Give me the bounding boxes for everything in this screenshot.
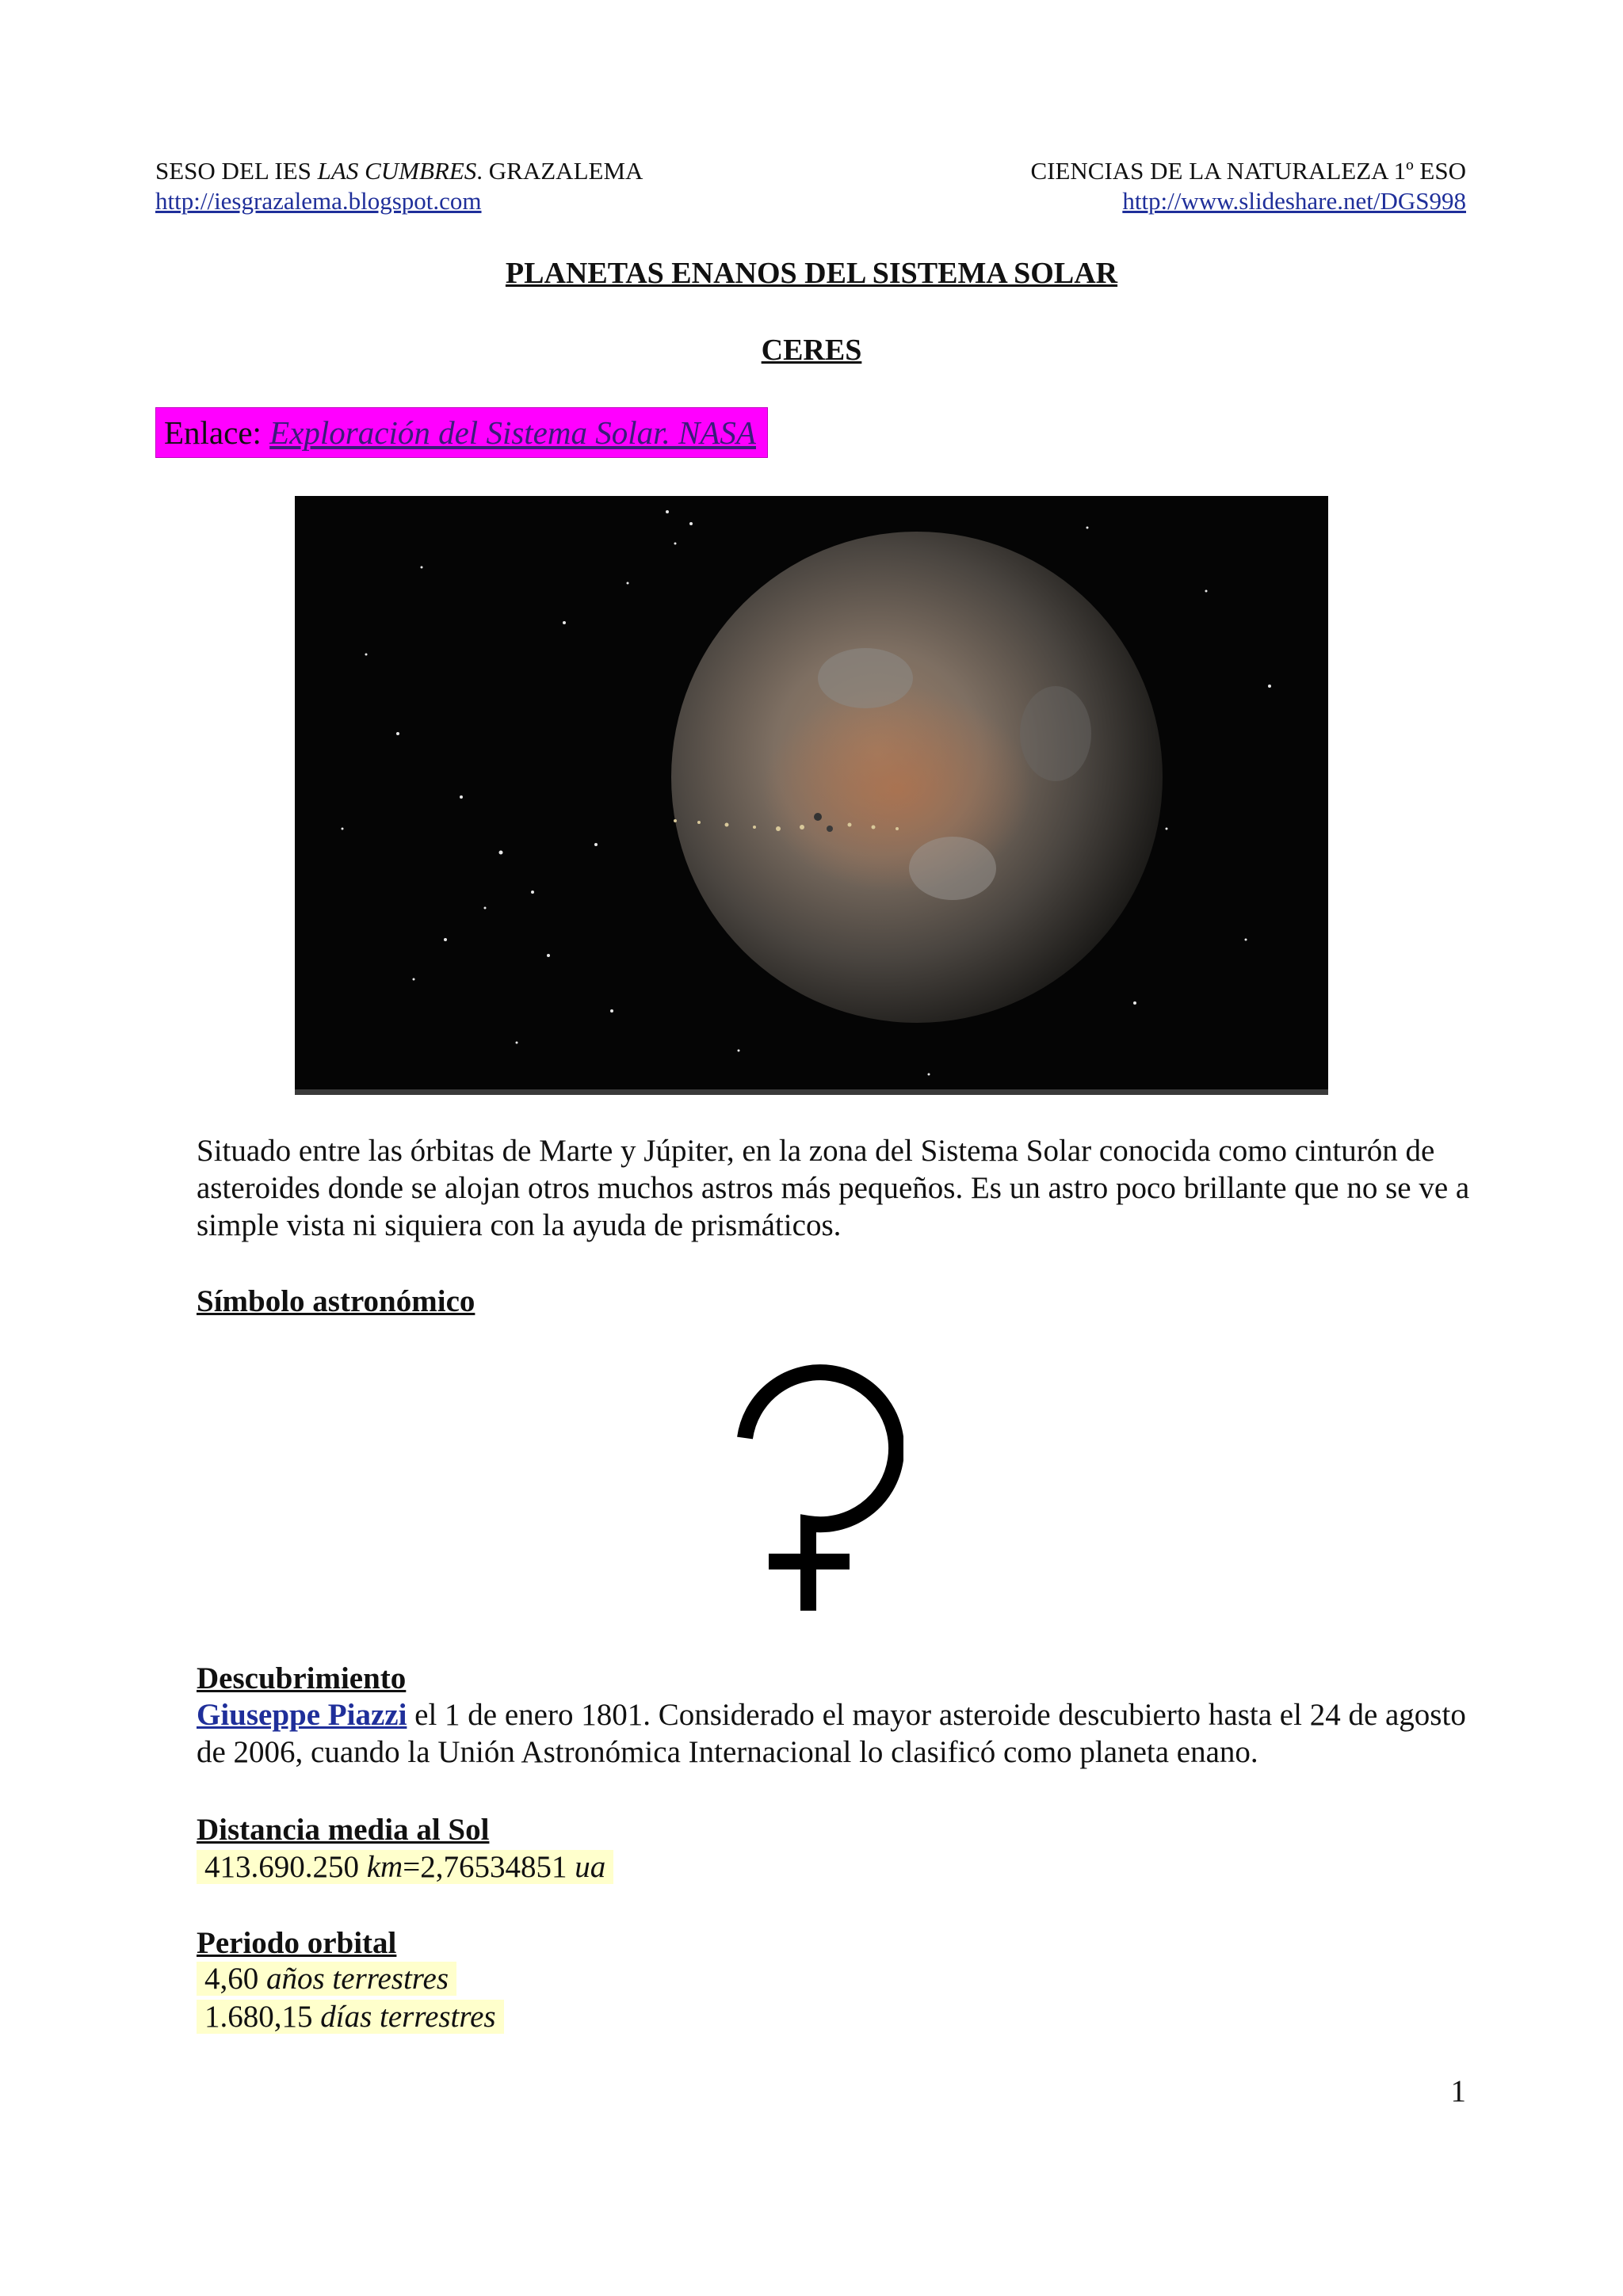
header-left [155,156,643,216]
section-title: CERES [761,334,862,367]
enlace-box [155,407,768,458]
enlace-label: Enlace: [164,414,270,451]
symbol-heading: Símbolo astronómico [197,1284,475,1318]
course-name: CIENCIAS DE LA NATURALEZA 1º ESO [1030,157,1466,185]
header-right [1030,156,1466,216]
page-number: 1 [1450,2074,1466,2108]
distance-formula [197,1848,613,1886]
period-heading: Periodo orbital [197,1926,397,1960]
ceres-illustration [295,496,1328,1095]
school-name: SESO DEL IES LAS CUMBRES. GRAZALEMA [155,157,643,185]
intro-paragraph: Situado entre las órbitas de Marte y Júpiter, en la zona del Sistema Solar conocida como cinturón de asteroides donde se alojan otros muchos astros más pequeños. Es un astro poco brillante que no se ve a simple vista ni siquiera con la ayuda de prismáticos. [197,1134,1470,1242]
page-title: PLANETAS ENANOS DEL SISTEMA SOLAR [505,257,1118,290]
distance-heading: Distancia media al Sol [197,1813,490,1847]
blog-link[interactable]: http://iesgrazalema.blogspot.com [155,187,482,215]
period-days: 1.680,15 días terrestres [197,1998,504,2035]
discovery-text: el 1 de enero 1801. Considerado el mayor asteroide descubierto hasta el 24 de agosto de 2006, cuando la Unión Astronómica Internacional lo clasificó como planeta enano. [197,1698,1466,1769]
discovery-paragraph [197,1696,1480,1771]
piazzi-link[interactable]: Giuseppe Piazzi [197,1698,407,1732]
ceres-symbol-icon [713,1359,903,1620]
nasa-link[interactable]: Exploración del Sistema Solar. NASA [269,414,756,451]
period-years: 4,60 años terrestres [197,1960,456,1997]
discovery-heading: Descubrimiento [197,1661,407,1695]
distance-value: 413.690.250 km=2,76534851 ua [197,1850,613,1884]
slideshare-link[interactable]: http://www.slideshare.net/DGS998 [1122,187,1466,215]
ceres-image [295,496,1328,1095]
